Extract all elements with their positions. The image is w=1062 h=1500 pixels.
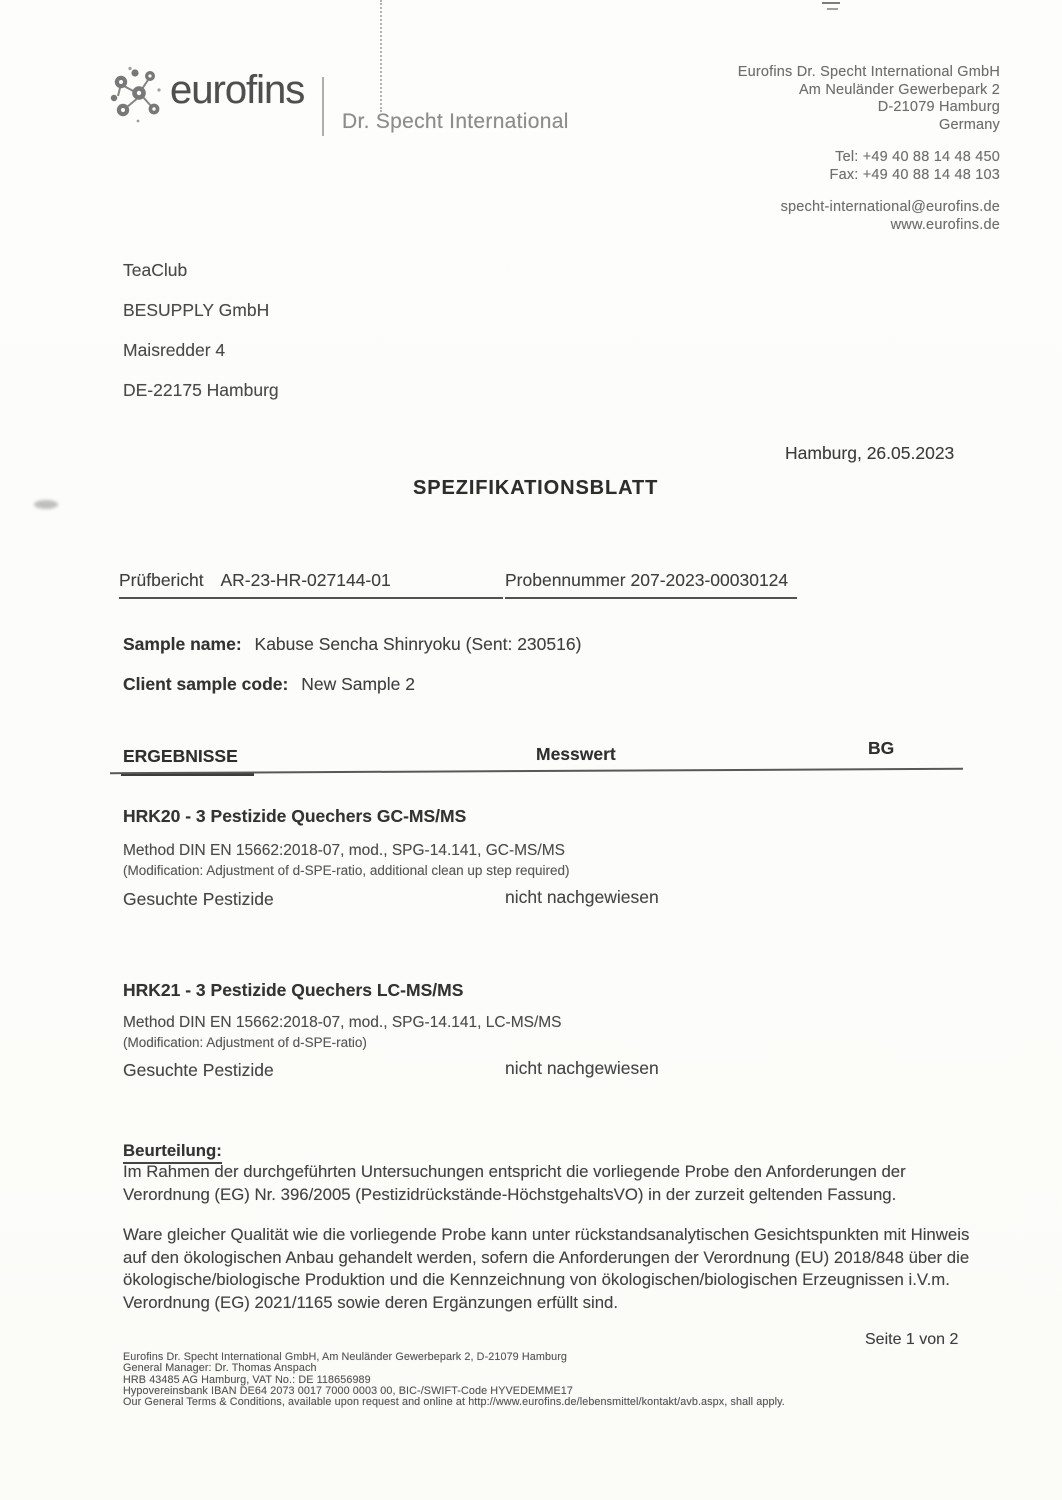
page-indicator: Seite 1 von 2 xyxy=(865,1331,959,1348)
client-sample-code-row xyxy=(123,674,415,695)
sender-website: www.eurofins.de xyxy=(890,216,1000,233)
sample-number-label: Probennummer xyxy=(505,570,626,590)
report-number: AR-23-HR-027144-01 xyxy=(220,570,391,590)
sender-city: D-21079 Hamburg xyxy=(877,99,1000,115)
sample-number-field xyxy=(505,570,797,599)
section-method: Method DIN EN 15662:2018-07, mod., SPG-14.141, LC-MS/MS xyxy=(123,1014,562,1031)
section-modification: (Modification: Adjustment of d-SPE-ratio, additional clean up step required) xyxy=(123,863,570,878)
assessment-heading: Beurteilung: xyxy=(123,1141,222,1164)
results-header-ergebnisse: ERGEBNISSE xyxy=(121,746,254,776)
sample-name-row xyxy=(123,634,581,655)
recipient-street: Maisredder 4 xyxy=(123,340,226,360)
section-parameter: Gesuchte Pestizide xyxy=(123,889,274,909)
sender-online-block xyxy=(738,199,1000,234)
section-result-value: nicht nachgewiesen xyxy=(505,1058,659,1078)
footer-company-line: Eurofins Dr. Specht International GmbH, Am Neuländer Gewerbepark 2, D-21079 Hamburg xyxy=(123,1351,567,1363)
results-header-bg: BG xyxy=(868,738,895,758)
sender-tel: Tel: +49 40 88 14 48 450 xyxy=(835,149,1000,165)
footer-fine-print xyxy=(123,1352,785,1408)
scan-mark-dash xyxy=(827,8,838,10)
report-number-field xyxy=(119,570,503,599)
logo-divider-line xyxy=(322,77,324,136)
sender-address-block xyxy=(738,64,1000,249)
eurofins-logo xyxy=(108,66,304,124)
eurofins-molecule-icon xyxy=(108,66,164,124)
document-title: SPEZIFIKATIONSBLATT xyxy=(413,477,659,499)
recipient-company: BESUPPLY GmbH xyxy=(123,300,270,320)
sample-number: 207-2023-00030124 xyxy=(630,570,789,590)
scan-fold-dotted-line xyxy=(380,0,382,112)
sender-company: Eurofins Dr. Specht International GmbH xyxy=(737,64,1000,80)
scan-mark-dash xyxy=(822,2,840,4)
sample-name-value: Kabuse Sencha Shinryoku (Sent: 230516) xyxy=(254,634,582,654)
sender-phone-block xyxy=(738,149,1000,184)
footer-manager-line: General Manager: Dr. Thomas Anspach xyxy=(123,1362,317,1375)
sender-postal-address xyxy=(738,64,1000,134)
section-parameter: Gesuchte Pestizide xyxy=(123,1060,274,1080)
footer-terms-line: Our General Terms & Conditions, available upon request and online at http://www.eurofins.de/lebensmittel/kontakt/avb.aspx, shall apply. xyxy=(123,1396,785,1409)
sub-brand-name: Dr. Specht International xyxy=(342,110,569,133)
assessment-paragraph-2: Ware gleicher Qualität wie die vorliegende Probe kann unter rückstandsanalytischen Gesichtspunkten mit Hinweis auf den ökologischen Anbau gehandelt werden, sofern die Anforderungen der Verordnung (EU) 2018/848 über die ökologische/biologische Produktion und die Kennzeichnung von ökologischen/biologischen Erzeugnissen i.V.m. Verordnung (EG) 2021/1165 sowie deren Ergänzungen erfüllt sind. xyxy=(123,1225,970,1312)
section-modification: (Modification: Adjustment of d-SPE-ratio) xyxy=(123,1035,367,1050)
sender-email: specht-international@eurofins.de xyxy=(780,199,1000,215)
scan-smudge xyxy=(34,500,58,509)
results-header-messwert: Messwert xyxy=(536,744,616,764)
report-label: Prüfbericht xyxy=(119,570,204,590)
eurofins-wordmark: eurofins xyxy=(170,68,305,112)
recipient-name: TeaClub xyxy=(123,260,188,280)
sender-fax: Fax: +49 40 88 14 48 103 xyxy=(829,166,1000,183)
assessment-paragraph-1: Im Rahmen der durchgeführten Untersuchungen entspricht die vorliegende Probe den Anforderungen der Verordnung (EG) Nr. 396/2005 (Pestizidrückstände-HöchstgehaltsVO) in der zurzeit geltenden Fassung. xyxy=(123,1162,906,1204)
sample-name-label: Sample name: xyxy=(123,634,242,654)
sender-country: Germany xyxy=(938,116,1000,133)
footer-bank-line: Hypovereinsbank IBAN DE64 2073 0017 7000 0003 00, BIC-/SWIFT-Code HYVEDEMME17 xyxy=(123,1384,573,1397)
section-title: HRK20 - 3 Pestizide Quechers GC-MS/MS xyxy=(123,806,467,826)
place-and-date: Hamburg, 26.05.2023 xyxy=(785,443,955,463)
recipient-city: DE-22175 Hamburg xyxy=(123,380,279,400)
sender-street: Am Neuländer Gewerbepark 2 xyxy=(798,81,1000,98)
recipient-address-block xyxy=(123,250,279,410)
client-sample-code-value: New Sample 2 xyxy=(301,674,416,694)
section-method: Method DIN EN 15662:2018-07, mod., SPG-14.141, GC-MS/MS xyxy=(123,842,565,859)
section-title: HRK21 - 3 Pestizide Quechers LC-MS/MS xyxy=(123,980,464,1000)
client-sample-code-label: Client sample code: xyxy=(123,674,289,694)
footer-registry-line: HRB 43485 AG Hamburg, VAT No.: DE 118656989 xyxy=(123,1373,371,1386)
section-result-value: nicht nachgewiesen xyxy=(505,887,659,907)
